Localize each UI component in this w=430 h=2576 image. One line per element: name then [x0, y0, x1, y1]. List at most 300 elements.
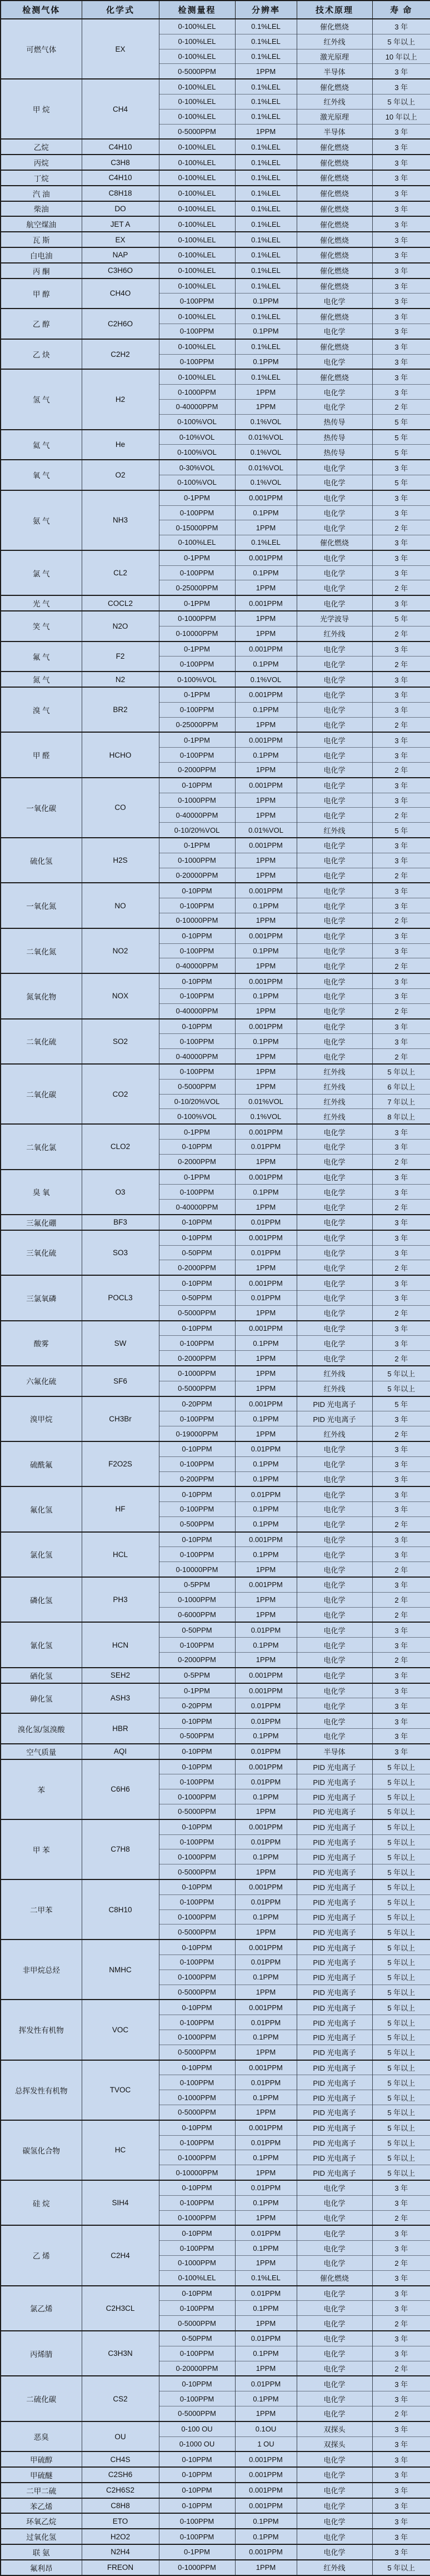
range-cell: 0-1000PPM: [159, 2255, 235, 2270]
table-row: [1, 1713, 430, 1728]
gas-name-cell: 六氟化硫: [1, 1366, 82, 1396]
range-cell: 0-40000PPM: [159, 958, 235, 973]
resolution-cell: 0.01PPM: [235, 1215, 297, 1230]
resolution-cell: 0.1PPM: [235, 943, 297, 958]
resolution-cell: 0.1%LEL: [235, 309, 297, 324]
resolution-cell: 0.01PPM: [235, 1894, 297, 1909]
formula-cell: AQI: [82, 1744, 159, 1759]
range-cell: 0-100%LEL: [159, 49, 235, 64]
lifespan-cell: 5 年以上: [372, 1064, 430, 1079]
range-cell: 0-100%VOL: [159, 672, 235, 687]
lifespan-cell: 3 年: [372, 748, 430, 763]
principle-cell: 催化燃烧: [297, 79, 372, 94]
table-row: [1, 1486, 430, 1501]
principle-cell: 红外线: [297, 34, 372, 49]
gas-name-cell: 甲 苯: [1, 1819, 82, 1879]
range-cell: 0-10PPM: [159, 1744, 235, 1759]
resolution-cell: 0.01PPM: [235, 1290, 297, 1305]
lifespan-cell: 3 年: [372, 354, 430, 369]
principle-cell: 激光原理: [297, 109, 372, 124]
principle-cell: 电化学: [297, 853, 372, 868]
resolution-cell: 0.1PPM: [235, 1456, 297, 1471]
lifespan-cell: 5 年: [372, 475, 430, 490]
principle-cell: 电化学: [297, 2498, 372, 2514]
resolution-cell: 0.1%LEL: [235, 79, 297, 94]
principle-cell: 电化学: [297, 913, 372, 928]
range-cell: 0-5PPM: [159, 1577, 235, 1592]
resolution-cell: 1PPM: [235, 1426, 297, 1441]
range-cell: 0-100%LEL: [159, 279, 235, 294]
range-cell: 0-1000PPM: [159, 2560, 235, 2575]
formula-cell: NMHC: [82, 1940, 159, 2000]
principle-cell: PID 光电离子: [297, 1924, 372, 1940]
range-cell: 0-100%LEL: [159, 79, 235, 94]
formula-cell: H2: [82, 369, 159, 429]
range-cell: 0-5000PPM: [159, 2316, 235, 2331]
table-row: [1, 2225, 430, 2240]
lifespan-cell: 8 年以上: [372, 1109, 430, 1124]
header-cell-principle: 技术原理: [297, 1, 372, 19]
range-cell: 0-100%LEL: [159, 94, 235, 109]
lifespan-cell: 3 年: [372, 309, 430, 324]
gas-name-cell: 甲 烷: [1, 79, 82, 139]
gas-name-cell: 硒化氢: [1, 1668, 82, 1683]
principle-cell: 热传导: [297, 414, 372, 429]
lifespan-cell: 2 年: [372, 717, 430, 732]
principle-cell: 热传导: [297, 430, 372, 445]
gas-name-cell: 二氧化氯: [1, 1124, 82, 1169]
range-cell: 0-10PPM: [159, 2451, 235, 2467]
lifespan-cell: 5 年: [372, 430, 430, 445]
gas-name-cell: 瓦 斯: [1, 232, 82, 247]
principle-cell: 电化学: [297, 702, 372, 717]
lifespan-cell: 3 年: [372, 263, 430, 279]
range-cell: 0-1PPM: [159, 838, 235, 853]
resolution-cell: 1PPM: [235, 1366, 297, 1381]
resolution-cell: 0.1PPM: [235, 1411, 297, 1426]
lifespan-cell: 2 年: [372, 1154, 430, 1169]
lifespan-cell: 3 年: [372, 565, 430, 580]
table-row: [1, 1441, 430, 1456]
range-cell: 0-100PPM: [159, 2135, 235, 2150]
range-cell: 0-100PPM: [159, 565, 235, 580]
range-cell: 0-10PPM: [159, 2180, 235, 2195]
resolution-cell: 1PPM: [235, 2560, 297, 2575]
range-cell: 0-100PPM: [159, 1336, 235, 1351]
range-cell: 0-10%VOL: [159, 430, 235, 445]
formula-cell: N2: [82, 672, 159, 687]
lifespan-cell: 2 年: [372, 2255, 430, 2270]
lifespan-cell: 3 年: [372, 2513, 430, 2529]
gas-name-cell: 砷化氢: [1, 1683, 82, 1714]
resolution-cell: 0.1PPM: [235, 2150, 297, 2165]
principle-cell: 电化学: [297, 385, 372, 400]
lifespan-cell: 5 年: [372, 1396, 430, 1411]
header-cell-gas: 检测气体: [1, 1, 82, 19]
principle-cell: 电化学: [297, 1713, 372, 1728]
formula-cell: CLO2: [82, 1124, 159, 1169]
gas-name-cell: 可燃气体: [1, 19, 82, 79]
lifespan-cell: 5 年以上: [372, 1940, 430, 1955]
resolution-cell: 0.1PPM: [235, 898, 297, 913]
range-cell: 0-15000PPM: [159, 520, 235, 535]
resolution-cell: 0.01PPM: [235, 1622, 297, 1637]
range-cell: 0-10/20%VOL: [159, 823, 235, 838]
principle-cell: 电化学: [297, 2451, 372, 2467]
resolution-cell: 1PPM: [235, 2316, 297, 2331]
formula-cell: FREON: [82, 2560, 159, 2575]
range-cell: 0-100%LEL: [159, 247, 235, 263]
principle-cell: 电化学: [297, 1562, 372, 1577]
resolution-cell: 0.1PPM: [235, 1185, 297, 1200]
gas-name-cell: 二硫化碳: [1, 2376, 82, 2421]
lifespan-cell: 3 年: [372, 2467, 430, 2483]
gas-name-cell: 氯 气: [1, 550, 82, 595]
header-cell-lifespan: 寿 命: [372, 1, 430, 19]
resolution-cell: 1PPM: [235, 1154, 297, 1169]
resolution-cell: 0.1PPM: [235, 1909, 297, 1924]
formula-cell: N2H4: [82, 2544, 159, 2560]
principle-cell: 电化学: [297, 1653, 372, 1668]
resolution-cell: 0.001PPM: [235, 1275, 297, 1290]
range-cell: 0-2000PPM: [159, 763, 235, 778]
range-cell: 0-1PPM: [159, 1683, 235, 1698]
gas-name-cell: 甲 醇: [1, 279, 82, 309]
resolution-cell: 1PPM: [235, 2045, 297, 2060]
resolution-cell: 0.001PPM: [235, 883, 297, 898]
range-cell: 0-10PPM: [159, 2225, 235, 2240]
resolution-cell: 0.001PPM: [235, 928, 297, 943]
gas-name-cell: 笑 气: [1, 611, 82, 641]
table-row: [1, 1668, 430, 1683]
lifespan-cell: 2 年: [372, 2361, 430, 2376]
resolution-cell: 0.1OU: [235, 2421, 297, 2436]
principle-cell: 电化学: [297, 2483, 372, 2498]
gas-name-cell: 氰化氢: [1, 1622, 82, 1667]
resolution-cell: 1PPM: [235, 868, 297, 883]
lifespan-cell: 3 年: [372, 1336, 430, 1351]
lifespan-cell: 2 年: [372, 1260, 430, 1275]
range-cell: 0-2000PPM: [159, 1351, 235, 1366]
principle-cell: PID 光电离子: [297, 2150, 372, 2165]
table-row: [1, 2286, 430, 2301]
range-cell: 0-100PPM: [159, 1502, 235, 1517]
table-row: [1, 430, 430, 445]
gas-name-cell: 乙 醇: [1, 309, 82, 339]
principle-cell: 热传导: [297, 445, 372, 460]
resolution-cell: 0.001PPM: [235, 687, 297, 702]
principle-cell: PID 光电离子: [297, 2075, 372, 2090]
lifespan-cell: 3 年: [372, 155, 430, 170]
range-cell: 0-100PPM: [159, 1774, 235, 1789]
resolution-cell: 0.001PPM: [235, 1230, 297, 1245]
lifespan-cell: 3 年: [372, 2301, 430, 2316]
principle-cell: 电化学: [297, 580, 372, 595]
range-cell: 0-100%LEL: [159, 19, 235, 34]
formula-cell: C6H6: [82, 1759, 159, 1819]
range-cell: 0-100PPM: [159, 2346, 235, 2361]
table-row: [1, 2376, 430, 2391]
principle-cell: 电化学: [297, 1049, 372, 1064]
lifespan-cell: 3 年: [372, 1668, 430, 1683]
principle-cell: 电化学: [297, 2301, 372, 2316]
resolution-cell: 1PPM: [235, 385, 297, 400]
table-row: [1, 2498, 430, 2514]
table-row: [1, 339, 430, 354]
table-row: [1, 595, 430, 611]
table-row: [1, 973, 430, 988]
table-row: [1, 672, 430, 687]
gas-name-cell: 溴甲烷: [1, 1396, 82, 1441]
principle-cell: 电化学: [297, 1638, 372, 1653]
range-cell: 0-10000PPM: [159, 913, 235, 928]
principle-cell: 电化学: [297, 490, 372, 505]
formula-cell: NO2: [82, 928, 159, 973]
resolution-cell: 1PPM: [235, 1804, 297, 1819]
resolution-cell: 0.1PPM: [235, 1034, 297, 1049]
resolution-cell: 0.01PPM: [235, 2376, 297, 2391]
resolution-cell: 0.1PPM: [235, 989, 297, 1004]
principle-cell: 电化学: [297, 460, 372, 475]
lifespan-cell: 3 年: [372, 2195, 430, 2210]
range-cell: 0-10PPM: [159, 2498, 235, 2514]
resolution-cell: 0.001PPM: [235, 1879, 297, 1894]
gas-name-cell: 乙 炔: [1, 339, 82, 370]
resolution-cell: 0.01PPM: [235, 1744, 297, 1759]
principle-cell: 电化学: [297, 1230, 372, 1245]
principle-cell: 电化学: [297, 657, 372, 672]
resolution-cell: 0.1%VOL: [235, 475, 297, 490]
principle-cell: PID 光电离子: [297, 2045, 372, 2060]
principle-cell: 电化学: [297, 1486, 372, 1501]
lifespan-cell: 5 年以上: [372, 34, 430, 49]
principle-cell: PID 光电离子: [297, 1411, 372, 1426]
resolution-cell: 0.1PPM: [235, 2346, 297, 2361]
resolution-cell: 0.1%LEL: [235, 155, 297, 170]
range-cell: 0-500PPM: [159, 1729, 235, 1744]
resolution-cell: 0.1%LEL: [235, 19, 297, 34]
principle-cell: 电化学: [297, 1124, 372, 1139]
principle-cell: 电化学: [297, 2529, 372, 2544]
resolution-cell: 0.1PPM: [235, 2030, 297, 2045]
formula-cell: C2H2: [82, 339, 159, 370]
range-cell: 0-5000PPM: [159, 1985, 235, 2000]
principle-cell: 光学波导: [297, 611, 372, 626]
lifespan-cell: 3 年: [372, 490, 430, 505]
range-cell: 0-10/20%VOL: [159, 1094, 235, 1109]
table-row: [1, 139, 430, 155]
table-row: [1, 247, 430, 263]
resolution-cell: 0.01PPM: [235, 2015, 297, 2030]
range-cell: 0-100 OU: [159, 2421, 235, 2436]
range-cell: 0-100PPM: [159, 898, 235, 913]
resolution-cell: 1PPM: [235, 2105, 297, 2120]
principle-cell: 红外线: [297, 94, 372, 109]
lifespan-cell: 2 年: [372, 580, 430, 595]
principle-cell: 电化学: [297, 883, 372, 898]
lifespan-cell: 5 年以上: [372, 2165, 430, 2180]
principle-cell: 电化学: [297, 2467, 372, 2483]
principle-cell: PID 光电离子: [297, 1970, 372, 1985]
formula-cell: H2S: [82, 838, 159, 883]
principle-cell: PID 光电离子: [297, 2165, 372, 2180]
principle-cell: 电化学: [297, 1200, 372, 1215]
gas-name-cell: 甲硫醚: [1, 2467, 82, 2483]
lifespan-cell: 3 年: [372, 2544, 430, 2560]
lifespan-cell: 5 年: [372, 445, 430, 460]
table-row: [1, 1366, 430, 1381]
range-cell: 0-10PPM: [159, 1019, 235, 1034]
gas-name-cell: 磷化氢: [1, 1577, 82, 1622]
resolution-cell: 1PPM: [235, 2210, 297, 2225]
lifespan-cell: 3 年: [372, 1230, 430, 1245]
table-row: [1, 1819, 430, 1834]
range-cell: 0-100PPM: [159, 943, 235, 958]
resolution-cell: 0.1%LEL: [235, 2270, 297, 2285]
resolution-cell: 0.1PPM: [235, 505, 297, 520]
range-cell: 0-10PPM: [159, 973, 235, 988]
range-cell: 0-100%LEL: [159, 232, 235, 247]
table-row: [1, 1622, 430, 1637]
lifespan-cell: 3 年: [372, 1638, 430, 1653]
table-row: [1, 1940, 430, 1955]
gas-name-cell: 氮 气: [1, 672, 82, 687]
lifespan-cell: 2 年: [372, 808, 430, 823]
resolution-cell: 0.01PPM: [235, 1245, 297, 1260]
principle-cell: 红外线: [297, 626, 372, 641]
formula-cell: SO3: [82, 1230, 159, 1275]
lifespan-cell: 3 年: [372, 2286, 430, 2301]
principle-cell: 电化学: [297, 732, 372, 747]
resolution-cell: 0.1PPM: [235, 2301, 297, 2316]
formula-cell: C4H10: [82, 170, 159, 186]
resolution-cell: 0.01%VOL: [235, 823, 297, 838]
principle-cell: 催化燃烧: [297, 263, 372, 279]
lifespan-cell: 3 年: [372, 216, 430, 232]
formula-cell: HCL: [82, 1532, 159, 1577]
principle-cell: 电化学: [297, 943, 372, 958]
table-row: [1, 1321, 430, 1336]
lifespan-cell: 3 年: [372, 2241, 430, 2256]
range-cell: 0-10000PPM: [159, 1562, 235, 1577]
gas-name-cell: 氧 气: [1, 460, 82, 490]
range-cell: 0-100PPM: [159, 2195, 235, 2210]
range-cell: 0-10PPM: [159, 1139, 235, 1154]
lifespan-cell: 3 年: [372, 124, 430, 139]
range-cell: 0-5000PPM: [159, 1804, 235, 1819]
principle-cell: PID 光电离子: [297, 1955, 372, 1970]
range-cell: 0-100PPM: [159, 1547, 235, 1562]
table-row: [1, 2467, 430, 2483]
lifespan-cell: 5 年以上: [372, 1804, 430, 1819]
range-cell: 0-100PPM: [159, 2015, 235, 2030]
lifespan-cell: 2 年: [372, 1003, 430, 1018]
lifespan-cell: 3 年: [372, 1502, 430, 1517]
lifespan-cell: 3 年: [372, 1019, 430, 1034]
range-cell: 0-100PPM: [159, 702, 235, 717]
range-cell: 0-1PPM: [159, 1124, 235, 1139]
principle-cell: 电化学: [297, 2406, 372, 2421]
resolution-cell: 0.1%LEL: [235, 369, 297, 384]
formula-cell: C2H6O: [82, 309, 159, 339]
resolution-cell: 0.001PPM: [235, 2467, 297, 2483]
principle-cell: 电化学: [297, 1729, 372, 1744]
formula-cell: CH4S: [82, 2451, 159, 2467]
gas-name-cell: 氯化氢: [1, 1532, 82, 1577]
lifespan-cell: 5 年: [372, 414, 430, 429]
lifespan-cell: 3 年: [372, 1411, 430, 1426]
resolution-cell: 0.01PPM: [235, 2286, 297, 2301]
range-cell: 0-10PPM: [159, 1713, 235, 1728]
range-cell: 0-1000 OU: [159, 2436, 235, 2451]
lifespan-cell: 2 年: [372, 913, 430, 928]
range-cell: 0-10PPM: [159, 2120, 235, 2135]
lifespan-cell: 10 年以上: [372, 49, 430, 64]
principle-cell: 电化学: [297, 928, 372, 943]
range-cell: 0-1000PPM: [159, 2150, 235, 2165]
table-row: [1, 369, 430, 384]
formula-cell: NAP: [82, 247, 159, 263]
resolution-cell: 0.001PPM: [235, 1668, 297, 1683]
range-cell: 0-1PPM: [159, 550, 235, 565]
principle-cell: 电化学: [297, 294, 372, 309]
resolution-cell: 0.001PPM: [235, 2060, 297, 2075]
principle-cell: 红外线: [297, 2560, 372, 2575]
resolution-cell: 0.001PPM: [235, 1577, 297, 1592]
resolution-cell: 0.1%LEL: [235, 263, 297, 279]
principle-cell: 电化学: [297, 2255, 372, 2270]
lifespan-cell: 3 年: [372, 170, 430, 186]
range-cell: 0-40000PPM: [159, 1003, 235, 1018]
range-cell: 0-1PPM: [159, 641, 235, 657]
principle-cell: 电化学: [297, 595, 372, 611]
table-row: [1, 883, 430, 898]
resolution-cell: 0.01PPM: [235, 1713, 297, 1728]
gas-name-cell: 恶臭: [1, 2421, 82, 2452]
lifespan-cell: 2 年: [372, 1607, 430, 1622]
lifespan-cell: 2 年: [372, 1562, 430, 1577]
resolution-cell: 0.001PPM: [235, 1170, 297, 1185]
principle-cell: 催化燃烧: [297, 139, 372, 155]
lifespan-cell: 5 年: [372, 611, 430, 626]
lifespan-cell: 3 年: [372, 853, 430, 868]
principle-cell: 电化学: [297, 399, 372, 414]
range-cell: 0-1000PPM: [159, 1366, 235, 1381]
lifespan-cell: 3 年: [372, 1185, 430, 1200]
lifespan-cell: 3 年: [372, 1290, 430, 1305]
principle-cell: 电化学: [297, 324, 372, 339]
resolution-cell: 0.001PPM: [235, 1759, 297, 1774]
formula-cell: CL2: [82, 550, 159, 595]
principle-cell: 红外线: [297, 823, 372, 838]
formula-cell: C2SH6: [82, 2467, 159, 2483]
resolution-cell: 0.01PPM: [235, 1486, 297, 1501]
principle-cell: 电化学: [297, 2316, 372, 2331]
formula-cell: C2H3CL: [82, 2286, 159, 2331]
principle-cell: PID 光电离子: [297, 1909, 372, 1924]
range-cell: 0-20PPM: [159, 1698, 235, 1713]
range-cell: 0-5000PPM: [159, 1079, 235, 1094]
range-cell: 0-100PPM: [159, 2513, 235, 2529]
lifespan-cell: 3 年: [372, 1321, 430, 1336]
lifespan-cell: 2 年: [372, 520, 430, 535]
resolution-cell: 0.1%VOL: [235, 445, 297, 460]
principle-cell: 催化燃烧: [297, 170, 372, 186]
resolution-cell: 0.1PPM: [235, 565, 297, 580]
resolution-cell: 0.01PPM: [235, 2075, 297, 2090]
gas-name-cell: 氯乙烯: [1, 2286, 82, 2331]
gas-name-cell: 硅 烷: [1, 2180, 82, 2225]
